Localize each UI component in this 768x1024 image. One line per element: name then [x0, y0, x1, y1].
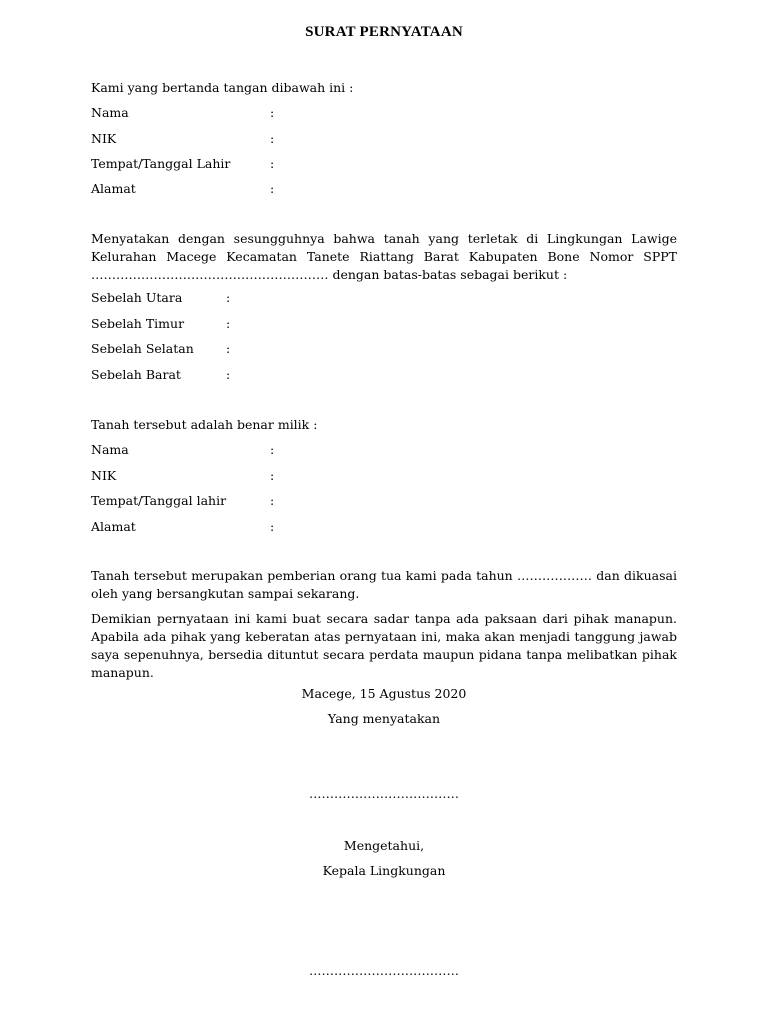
field-colon: :: [270, 519, 275, 534]
document-title: SURAT PERNYATAAN: [305, 24, 463, 40]
official-title: Kepala Lingkungan: [322, 863, 446, 878]
field-colon: :: [270, 131, 275, 146]
field-label: NIK: [91, 468, 117, 483]
statement-paragraph: Menyatakan dengan sesungguhnya bahwa tanah yang terletak di Lingkungan Lawige Kelurahan Macege Kecamatan Tanete Riattang Barat Kabupaten Bone Nomor SPPT ………………………………………………… dengan batas-batas sebagai berikut :: [91, 231, 677, 282]
field-label: Tempat/Tanggal lahir: [91, 493, 227, 508]
acknowledged-label: Mengetahui,: [343, 838, 425, 853]
field-colon: :: [226, 316, 231, 331]
field-colon: :: [226, 290, 231, 305]
place-date: Macege, 15 Agustus 2020: [301, 686, 467, 701]
field-colon: :: [270, 105, 275, 120]
owner-intro-text: Tanah tersebut adalah benar milik :: [91, 417, 318, 432]
field-colon: :: [270, 156, 275, 171]
field-label: Sebelah Timur: [91, 316, 185, 331]
signature-line: ………………………………: [309, 786, 459, 801]
field-label: Alamat: [91, 181, 136, 196]
field-colon: :: [226, 367, 231, 382]
field-label: Sebelah Utara: [91, 290, 183, 305]
field-label: Nama: [91, 442, 129, 457]
field-label: Alamat: [91, 519, 136, 534]
field-colon: :: [226, 341, 231, 356]
field-colon: :: [270, 442, 275, 457]
closing-paragraph: Demikian pernyataan ini kami buat secara sadar tanpa ada paksaan dari pihak manapun. Apabila ada pihak yang keberatan atas pernyataan ini, maka akan menjadi tanggung jawab saya sepenuhnya, bersedia dituntut secara perdata maupun pidana tanpa melibatkan pihak manapun.: [91, 611, 677, 680]
field-label: Sebelah Selatan: [91, 341, 194, 356]
field-colon: :: [270, 493, 275, 508]
signer-label: Yang menyatakan: [327, 711, 441, 726]
field-label: Tempat/Tanggal Lahir: [91, 156, 231, 171]
official-signature-line: ………………………………: [309, 963, 459, 978]
field-label: Sebelah Barat: [91, 367, 181, 382]
field-label: NIK: [91, 131, 117, 146]
field-colon: :: [270, 468, 275, 483]
field-label: Nama: [91, 105, 129, 120]
field-colon: :: [270, 181, 275, 196]
gift-paragraph: Tanah tersebut merupakan pemberian orang tua kami pada tahun ……………… dan dikuasai oleh yang bersangkutan sampai sekarang.: [91, 568, 677, 601]
intro-text: Kami yang bertanda tangan dibawah ini :: [91, 80, 354, 95]
